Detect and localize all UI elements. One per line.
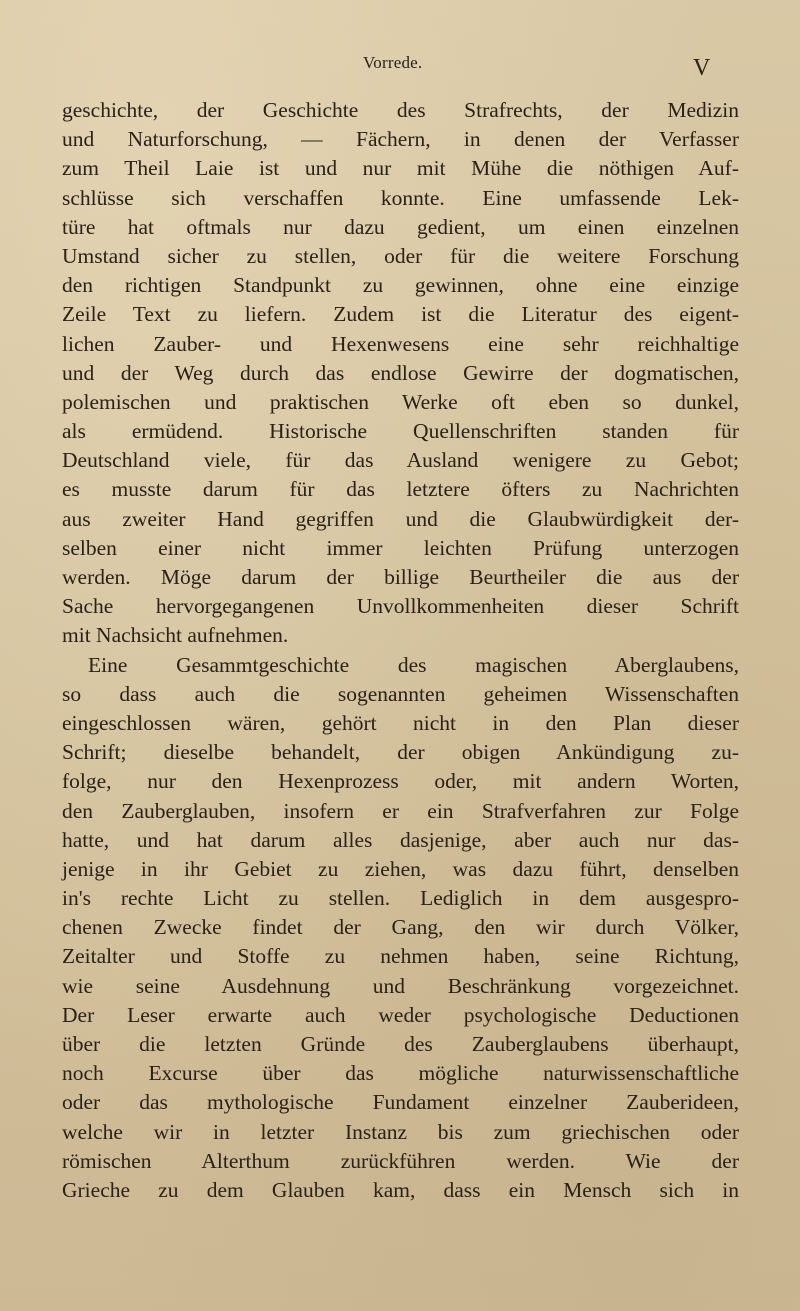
text-line: polemischen und praktischen Werke oft eben so dunkel, (62, 389, 739, 414)
text-line: selben einer nicht immer leichten Prüfung unterzogen (62, 535, 739, 560)
text-line: wie seine Ausdehnung und Beschränkung vorgezeichnet. (62, 973, 739, 998)
text-line: jenige in ihr Gebiet zu ziehen, was dazu führt, denselben (62, 856, 739, 881)
text-line: werden. Möge darum der billige Beurtheiler die aus der (62, 565, 739, 589)
text-line: lichen Zauber- und Hexenwesens eine sehr reichhaltige (62, 331, 739, 356)
running-title: Vorrede. (363, 53, 423, 72)
text-line: so dass auch die sogenannten geheimen Wissenschaften (62, 681, 739, 706)
text-line: in's rechte Licht zu stellen. Lediglich in dem ausgespro- (62, 886, 739, 911)
text-line: noch Excurse über das mögliche naturwissenschaftliche (62, 1061, 739, 1086)
text-line: Sache hervorgegangenen Unvollkommenheiten dieser Schrift (62, 594, 739, 619)
text-line: als ermüdend. Historische Quellenschriften standen für (62, 419, 739, 444)
page-number: V (693, 55, 711, 81)
text-line: den richtigen Standpunkt zu gewinnen, ohne eine einzige (62, 273, 739, 298)
text-line: Zeitalter und Stoffe zu nehmen haben, seine Richtung, (62, 944, 739, 969)
text-line: türe hat oftmals nur dazu gedient, um einen einzelnen (62, 214, 739, 239)
text-line: über die letzten Gründe des Zauberglaubens überhaupt, (62, 1032, 739, 1056)
text-line: es musste darum für das letztere öfters zu Nachrichten (62, 477, 739, 502)
text-line: mit Nachsicht aufnehmen. (62, 623, 289, 648)
text-line: Eine Gesammtgeschichte des magischen Aberglaubens, (88, 652, 739, 677)
text-line: Schrift; dieselbe behandelt, der obigen Ankündigung zu- (62, 740, 739, 765)
text-line: chenen Zwecke findet der Gang, den wir durch Völker, (62, 915, 739, 940)
text-line: und Naturforschung, — Fächern, in denen der Verfasser (62, 127, 739, 152)
running-head (0, 52, 800, 80)
text-line: den Zauberglauben, insofern er ein Strafverfahren zur Folge (62, 798, 739, 823)
text-line: Grieche zu dem Glauben kam, dass ein Mensch sich in (62, 1177, 739, 1202)
text-line: oder das mythologische Fundament einzelner Zauberideen, (62, 1090, 739, 1115)
text-line: Zeile Text zu liefern. Zudem ist die Literatur des eigent- (62, 302, 739, 327)
text-line: welche wir in letzter Instanz bis zum griechischen oder (62, 1119, 739, 1144)
body-text (62, 96, 739, 1205)
text-line: hatte, und hat darum alles dasjenige, aber auch nur das- (62, 827, 739, 852)
text-line: zum Theil Laie ist und nur mit Mühe die nöthigen Auf- (62, 156, 739, 181)
text-line: geschichte, der Geschichte des Strafrechts, der Medizin (62, 98, 739, 122)
text-line: Umstand sicher zu stellen, oder für die weitere Forschung (62, 243, 739, 268)
text-line: Deutschland viele, für das Ausland wenigere zu Gebot; (62, 448, 739, 473)
text-line: Der Leser erwarte auch weder psychologische Deductionen (62, 1002, 739, 1027)
text-line: schlüsse sich verschaffen konnte. Eine umfassende Lek- (62, 185, 739, 210)
text-line: und der Weg durch das endlose Gewirre der dogmatischen, (62, 360, 739, 385)
text-line: folge, nur den Hexenprozess oder, mit andern Worten, (62, 769, 739, 794)
text-line: aus zweiter Hand gegriffen und die Glaubwürdigkeit der- (62, 506, 739, 531)
text-line: römischen Alterthum zurückführen werden. Wie der (62, 1148, 739, 1173)
text-line: eingeschlossen wären, gehört nicht in den Plan dieser (62, 710, 739, 735)
